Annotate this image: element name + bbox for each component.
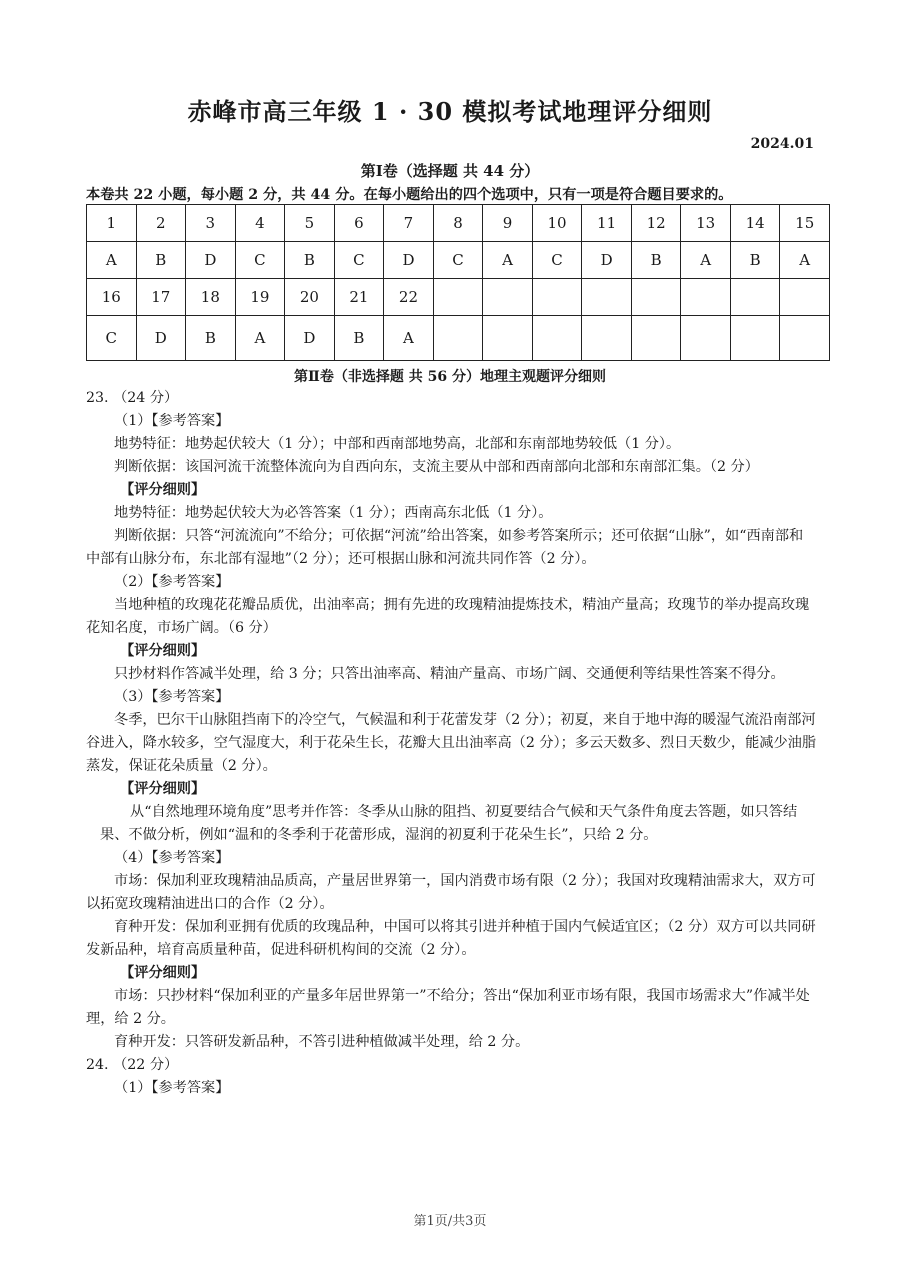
question-number-cell	[631, 279, 681, 316]
question-number-cell: 10	[532, 205, 582, 242]
answer-cell: D	[582, 242, 632, 279]
question-number-cell: 14	[730, 205, 780, 242]
question-number-cell	[483, 279, 533, 316]
answer-cell: A	[780, 242, 830, 279]
question-number-cell: 9	[483, 205, 533, 242]
question-number-cell: 17	[136, 279, 186, 316]
answer-cell	[730, 316, 780, 361]
answer-cell	[582, 316, 632, 361]
rubric-paragraph: （4）【参考答案】	[114, 850, 230, 866]
rubric-paragraph: 只抄材料作答减半处理，给 3 分；只答出油率高、精油产量高、市场广阔、交通便利等结果性答案不得分。	[114, 666, 785, 682]
answer-cell: C	[532, 242, 582, 279]
question-number-cell	[730, 279, 780, 316]
document-title: 赤峰市高三年级 1 · 30 模拟考试地理评分细则	[187, 97, 713, 126]
part2-title: 第Ⅱ卷（非选择题 共 56 分）地理主观题评分细则	[294, 369, 606, 385]
question-number-cell: 16	[87, 279, 137, 316]
answer-cell	[433, 316, 483, 361]
question-number-cell: 22	[384, 279, 434, 316]
answer-cell: A	[483, 242, 533, 279]
question-number-cell: 18	[186, 279, 236, 316]
answer-cell: D	[186, 242, 236, 279]
question-number-cell	[532, 279, 582, 316]
question-number-cell: 1	[87, 205, 137, 242]
rubric-paragraph: （1）【参考答案】	[114, 413, 230, 429]
question-number-cell: 8	[433, 205, 483, 242]
question-number-row	[87, 279, 830, 316]
rubric-paragraph: 地势特征：地势起伏较大为必答答案（1 分）；西南高东北低（1 分）。	[114, 505, 553, 521]
question-number-cell	[780, 279, 830, 316]
rubric-paragraph: 育种开发：保加利亚拥有优质的玫瑰品种，中国可以将其引进并种植于国内气候适宜区；（2 分）双方可以共同研发新品种，培育高质量种苗，促进科研机构间的交流（2 分）。	[86, 919, 816, 958]
part1-instruction: 本卷共 22 小题，每小题 2 分，共 44 分。在每小题给出的四个选项中，只有一项是符合题目要求的。	[86, 187, 733, 203]
answer-cell	[483, 316, 533, 361]
answer-cell: D	[136, 316, 186, 361]
question-number-cell: 5	[285, 205, 335, 242]
answer-cell: C	[433, 242, 483, 279]
question-number-cell: 19	[235, 279, 285, 316]
answer-cell: B	[334, 316, 384, 361]
question-number-cell: 7	[384, 205, 434, 242]
question-number-cell: 3	[186, 205, 236, 242]
scoring-rubric-body	[86, 387, 816, 1100]
question-number-cell	[582, 279, 632, 316]
rubric-paragraph: 市场：保加利亚玫瑰精油品质高，产量居世界第一，国内消费市场有限（2 分）；我国对玫瑰精油需求大，双方可以拓宽玫瑰精油进出口的合作（2 分）。	[86, 873, 816, 912]
rubric-paragraph: 【评分细则】	[120, 643, 206, 659]
question-number-cell: 2	[136, 205, 186, 242]
question-number-row	[87, 205, 830, 242]
rubric-paragraph: 当地种植的玫瑰花花瓣品质优，出油率高；拥有先进的玫瑰精油提炼技术，精油产量高；玫瑰节的举办提高玫瑰花知名度，市场广阔。（6 分）	[86, 597, 810, 636]
answer-cell: D	[285, 316, 335, 361]
part1-title: 第Ⅰ卷（选择题 共 44 分）	[360, 162, 540, 180]
question-number-cell: 13	[681, 205, 731, 242]
rubric-paragraph: 地势特征：地势起伏较大（1 分）；中部和西南部地势高，北部和东南部地势较低（1 分）。	[114, 436, 681, 452]
answer-cell: B	[186, 316, 236, 361]
answer-cell	[532, 316, 582, 361]
answer-row	[87, 316, 830, 361]
answer-table	[86, 204, 830, 361]
rubric-paragraph: 【评分细则】	[120, 965, 206, 981]
answer-cell: D	[384, 242, 434, 279]
rubric-paragraph: （1）【参考答案】	[114, 1080, 230, 1096]
answer-cell: A	[87, 242, 137, 279]
rubric-paragraph: 判断依据：该国河流干流整体流向为自西向东，支流主要从中部和西南部向北部和东南部汇集。（2 分）	[114, 459, 759, 475]
document-date: 2024.01	[750, 136, 814, 152]
answer-cell: A	[384, 316, 434, 361]
question-number-cell: 20	[285, 279, 335, 316]
page-number: 第1页/共3页	[413, 1214, 487, 1229]
question-number-cell: 15	[780, 205, 830, 242]
answer-cell: B	[136, 242, 186, 279]
answer-row	[87, 242, 830, 279]
question-number-cell	[681, 279, 731, 316]
question-number-cell	[433, 279, 483, 316]
answer-cell: C	[334, 242, 384, 279]
answer-cell: A	[681, 242, 731, 279]
rubric-paragraph: 23. （24 分）	[86, 390, 179, 406]
rubric-paragraph: 育种开发：只答研发新品种，不答引进种植做减半处理，给 2 分。	[114, 1034, 530, 1050]
rubric-paragraph: 【评分细则】	[120, 781, 206, 797]
rubric-paragraph: 市场：只抄材料“保加利亚的产量多年居世界第一”不给分；答出“保加利亚市场有限，我国市场需求大”作减半处理，给 2 分。	[86, 988, 810, 1027]
rubric-paragraph: 24. （22 分）	[86, 1057, 179, 1073]
answer-cell	[780, 316, 830, 361]
rubric-paragraph: 冬季，巴尔干山脉阻挡南下的冷空气，气候温和利于花蕾发芽（2 分）；初夏，来自于地中海的暖湿气流沿南部河谷进入，降水较多，空气湿度大，利于花朵生长，花瓣大且出油率高（2 分）；多云天数多、烈日天数少，能减少油脂蒸发，保证花朵质量（2 分）。	[86, 712, 817, 774]
answer-cell: C	[235, 242, 285, 279]
question-number-cell: 11	[582, 205, 632, 242]
question-number-cell: 6	[334, 205, 384, 242]
rubric-paragraph: 判断依据：只答“河流流向”不给分；可依据“河流”给出答案，如参考答案所示；还可依据“山脉”，如“西南部和中部有山脉分布，东北部有湿地”（2 分）；还可根据山脉和河流共同作答（2 分）。	[86, 528, 804, 567]
rubric-paragraph: 从“自然地理环境角度”思考并作答：冬季从山脉的阻挡、初夏要结合气候和天气条件角度去答题，如只答结果、不做分析，例如“温和的冬季利于花蕾形成，湿润的初夏利于花朵生长”，只给 2 分。	[100, 804, 798, 843]
answer-cell: A	[235, 316, 285, 361]
rubric-paragraph: （3）【参考答案】	[114, 689, 230, 705]
answer-cell: B	[285, 242, 335, 279]
question-number-cell: 12	[631, 205, 681, 242]
question-number-cell: 21	[334, 279, 384, 316]
rubric-paragraph: （2）【参考答案】	[114, 574, 230, 590]
answer-cell: B	[730, 242, 780, 279]
rubric-paragraph: 【评分细则】	[120, 482, 206, 498]
answer-cell	[681, 316, 731, 361]
answer-cell: B	[631, 242, 681, 279]
answer-cell	[631, 316, 681, 361]
answer-cell: C	[87, 316, 137, 361]
question-number-cell: 4	[235, 205, 285, 242]
